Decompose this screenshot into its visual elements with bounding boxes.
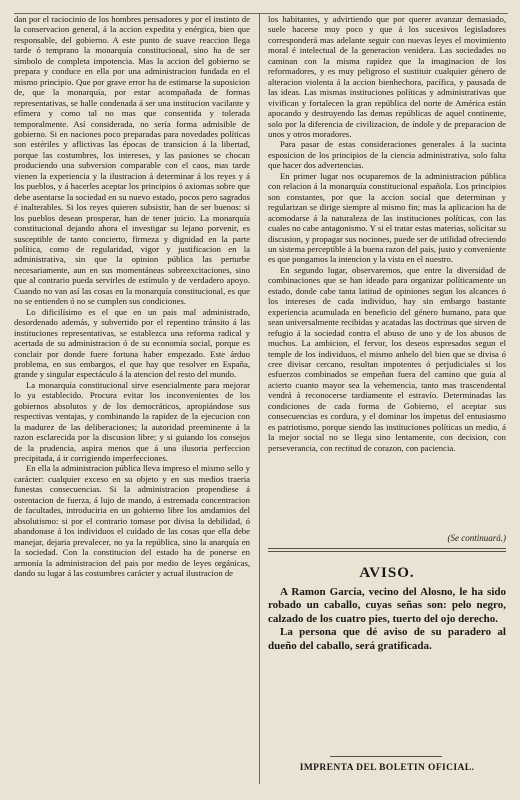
printer-imprint: IMPRENTA DEL BOLETIN OFICIAL. xyxy=(299,763,475,773)
article-paragraph: En primer lugar nos ocuparemos de la administracion pública con relacion á la monarquía constitucional española. Los principios son constantes, por que la accion social que determinan y regularizan se dirige siempre al mismo fin; mas la aplicacion ha de acomodarse á la naturaleza de las instituciones políticas, con las cuales no cabe antagonismo. Y si el tratar estas materias, solicitar su discusion, y propagar sus nociones, puede ser de utilidad ofreciendo un sistema perceptible á la buena razon del pais, justo y conveniente es que pongamos la intencion y la vista en el nuestro. xyxy=(268,170,506,265)
notice-paragraph: A Ramon García, vecino del Alosno, le ha sido robado un caballo, cuyas señas son: pelo negro, calzado de los cuatro pies, tuerto del ojo derecho. xyxy=(268,586,506,625)
article-paragraph: Para pasar de estas consideraciones generales á la sucinta esposicion de los principios de la ciencia administrativa, solo falta que hacer dos advertencias. xyxy=(268,139,506,171)
notice-body xyxy=(268,586,506,653)
article-paragraph: En segundo lugar, observaremos, que entre la diversidad de combinaciones que se han ideado para organizar políticamente un estado, donde cabe tanta latitud de opiniones segun los alcances ó los intereses de cada individuo, hay sin embargo bastante experiencia acumulada en beneficio del género humano, para que sean universalmente recibidas y acatadas las doctrinas que sirven de refugio á la sociedad contra el abuso de uno y de los abusos de muchos. La ambicion, el fervor, los deseos espresados segun el temple de los individuos, el mismo anhelo del bien que se divisa ó cree divisar cercano, resultan impotentes ó perjudiciales si los esfuerzos combinados se empeñan fuera del camino que guia al acierto cuanto mayor sea la vehemencia, tanto mas trascendental vendrá á reconocerse tardiamente el estravío. Determinadas las condiciones de cada forma de Gobierno, el aceptar sus consecuencias es cordura, y el dominar los ímpetus del entusiasmo es patriotismo, porque siendo las instituciones políticas un medio, á la mejor social no se llega sino lentamente, con decision, con perseverancia, con rectitud de corazon, con paciencia. xyxy=(268,264,506,453)
notice-paragraph: La persona que dé aviso de su paradero al dueño del caballo, será gratificada. xyxy=(268,626,506,652)
right-column-body xyxy=(268,14,506,545)
column-divider xyxy=(259,14,260,784)
continued-note: (Se continuará.) xyxy=(447,533,506,543)
article-paragraph: Lo dificilísimo es el que en un pais mal administrado, desordenado además, y subvertido por el repentino tránsito á las instituciones representativas, se establezca una reforma radical y acertada de su administracion ó de su economía social, porque es conclair por donde fuere fortuna haber empezado. Este árduo problema, en sus embargos, el que hay que resolver en España, grande y singular espectáculo á la atencion del resto del mundo. xyxy=(14,306,250,380)
article-paragraph: En ella la administracion pública lleva impreso el mismo sello y carácter: cualquier exceso en su objeto y en sus medios traeria funestas consecuencias. Si la administracion propendiese á ostentacion de fuerza, á lujo de mando, á estremada concentracion de facultades, introduciria en un gobierno libre los amdamios del absolutismo: si por el contrario tomase por divisa la debilidad, ó abandonase á los individuos el cuidado de las cosas que ella debe manejar, dejaria prevalecer, no ya la república, sino la anarquía en la sociedad. Con la constitucion del estado ha de ponerse en armonía la administracion del pais por medio de leyes orgánicas, dando su lugar á las costumbres carácter y actual ilustracion de xyxy=(14,463,250,579)
article-paragraph: los habitantes, y advirtiendo que por querer avanzar demasiado, suele hacerse muy poco y que á los sucesivos legisladores corresponderá mas adelante seguir con nuevas leyes el movimiento moral é intelectual de la generacion venidera. Las sociedades no caminan con la misma rapidez que la imaginacion de los reformadores, y es muy peligroso el sustituir cualquier género de alteracion violenta á la accion bienhechora, pacífica, y pausada de las ideas. Las mismas instituciones políticas y administrativas que vivifican y fortalecen la gran república del norte de América están apocando y destruyendo las demas repúblicas de aquel continente, solo por la diferencia de civilizacion, de índole y de preparacion de unos y otros moradores. xyxy=(268,14,506,139)
left-column xyxy=(14,14,250,782)
section-rule xyxy=(268,551,506,552)
printer-rule xyxy=(330,756,442,757)
article-paragraph: La monarquía constitucional sirve esencialmente para mejorar lo ya establecido. Procura evitar los inconvenientes de los gobiernos absolutos y de los democráticos, apropiándose sus respectivas ventajas, y combinando la rapidez de la ejecucion con la madurez de las deliberaciones; la autoridad preeminente á la razon esclarecida por la discusion libre; y si guiando los consejos de la prudencia, aspira menos que á una ilusoria perfeccion precipitada, á ir corrigiendo imperfecciones. xyxy=(14,379,250,464)
article-paragraph: dan por el raciocinio de los hombres pensadores y por el instinto de la conservacion general, á la accion expedita y enérgica, bien que responsable, del gobierno. A este punto de suave reaccion llega tarde ó temprano la monarquía constitucional, sino ha de ser símbolo de completa impotencia. Mas la accion del gobierno se prepara y conduce en ella por una administracion fundada en el mismo principio. Que por grave error ha de estimarse la suposicion de, que la monarquía, por estar acompañada de formas representativas, se halle condenada á ser una institucion vacilante y efímera y como tal no mas que consentida y tolerada temporalmente. Así considerada, no sería forma admisible de gobierno. Si en naciones poco preparadas para novedades políticas son estériles y aflictivas las épocas de transicion á la libertad, porque las costumbres, los intereses, y las pasiones se chocan produciendo una subversion comparable con el caos, mas tarde vienen la experiencia y la ilustracion á determinar á los reyes y á los pueblos, y á hacerles aceptar los principios ó axiomas sobre que debe asentarse la sociedad en su nuevo estado, pocos pero sagrados é inalterables. Si los reyes quieren subsistir, han de ser buenos: si los pueblos desean prosperar, han de tener juicio. La monarquía constitucional dejando ahora el investigar su lejano porvenir, es susceptible de tanto concierto, firmeza y dignidad en la parte política, como de regularidad, vigor y justificacion en la administrativa, sin que la opinion pública las perturbe necesariamente, aun en sus momentáneas sobreexcitaciones, sino que al contrario pueda servirles de estímulo y de verdadero apoyo. Cuando no van así las cosas en la monarquía constitucional, es que no se entienden ó no se cumplen sus condiciones. xyxy=(14,14,250,307)
right-column xyxy=(268,14,506,545)
section-rule xyxy=(268,548,506,549)
notice-title: AVISO. xyxy=(359,565,415,581)
